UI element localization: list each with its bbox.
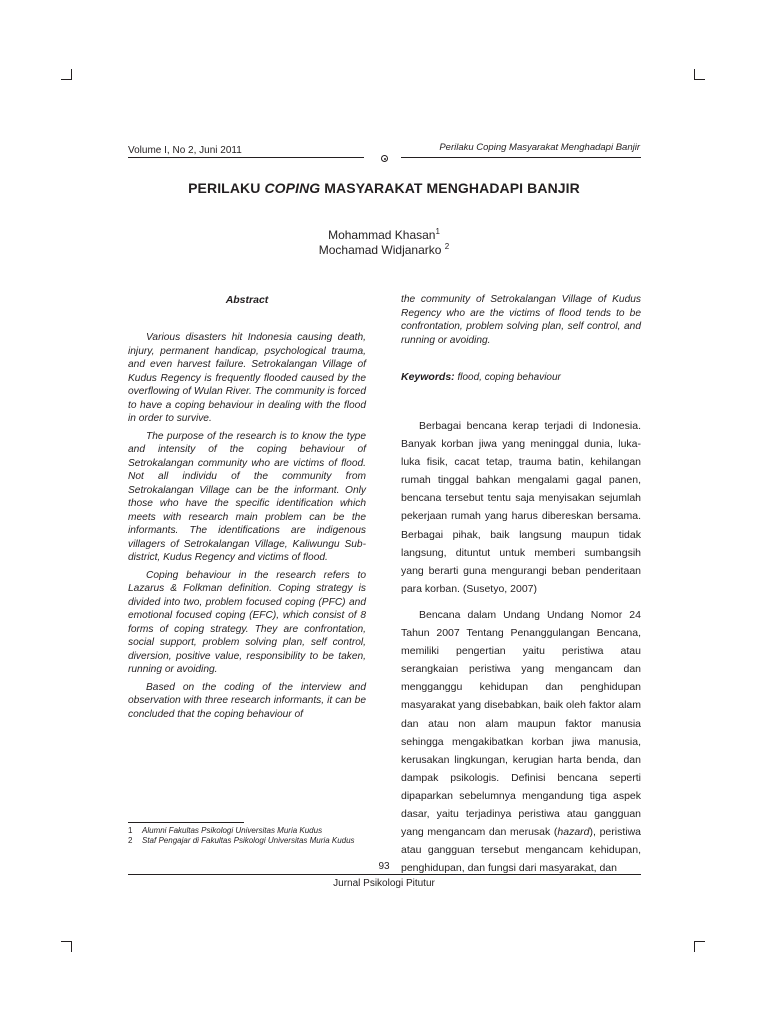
article-title: PERILAKU COPING MASYARAKAT MENGHADAPI BANJIR	[188, 180, 580, 196]
author-2: Mochamad Widjanarko $^2$	[318, 242, 450, 257]
crop-mark-top-left	[61, 69, 72, 80]
abstract-paragraph: Based on the coding of the interview and observation with three research informants, it can be concluded that the coping behaviour of	[128, 681, 366, 720]
footnote-1: 1 Alumni Fakultas Psikologi Universitas Muria Kudus	[128, 826, 323, 835]
abstract-heading: Abstract	[225, 294, 269, 306]
body-paragraph-2: Bencana dalam Undang Undang Nomor 24 Tahun 2007 Tentang Penanggulangan Bencana, memiliki pengertian yaitu peristiwa atau serangkaian peristiwa yang mengancam dan mengganggu kehidupan dan penghidupan masyarakat yang disebabkan, baik oleh faktor alam dan atau non alam maupun faktor manusia sehingga mengakibatkan korban jiwa manusia, kerusakan lingkungan, kerugian harta benda, dan dampak psikologis. Definisi bencana seperti dipaparkan sebelumnya mengandung tiga aspek dasar, yaitu terjadinya peristiwa atau gangguan yang mengancam dan merusak (hazard), peristiwa atau gangguan tersebut mengancam kehidupan, penghidupan, dan fungsi dari masyarakat, dan	[401, 608, 642, 875]
body-text	[401, 417, 641, 877]
abstract-continuation: the community of Setrokalangan Village of Kudus Regency who are the victims of flood tends to be confrontation, problem solving plan, self control, and running or avoiding.	[401, 294, 641, 346]
keywords-line: Keywords: flood, coping behaviour	[401, 371, 561, 383]
footer-rule	[128, 874, 641, 875]
header-rule-left	[128, 157, 364, 158]
header-rule-right	[401, 157, 641, 158]
page-number: 93	[378, 861, 390, 872]
crop-mark-bottom-right	[694, 941, 705, 952]
crop-mark-top-right	[694, 69, 705, 80]
header-running-title: Perilaku Coping Masyarakat Menghadapi Banjir	[439, 142, 640, 153]
abstract-paragraph: The purpose of the research is to know the type and intensity of the coping behaviour of Setrokalangan community who are victims of flood. Not all individu of the community from Setrokalangan Village can be the informant. Only those who have the specific identification which meets with research main problem can be the informants. The identifications are indigenous villagers of Setrokalangan Village, Kaliwungu Sub-district, Kudus Regency and victims of flood.	[128, 430, 366, 563]
abstract-paragraph: Coping behaviour in the research refers to Lazarus & Folkman definition. Coping strategy is divided into two, problem focused coping (PFC) and emotional focused coping (EFC), which consist of 8 forms of coping strategy. They are confrontation, social support, problem solving plan, self control, diversion, positive value, responsibility to be taken, running or avoiding.	[128, 569, 366, 675]
journal-name: Jurnal Psikologi Pitutur	[333, 878, 435, 889]
registration-target-icon	[381, 155, 388, 162]
header-volume: Volume I, No 2, Juni 2011	[128, 145, 242, 156]
footnote-2: 2 Staf Pengajar di Fakultas Psikologi Universitas Muria Kudus	[128, 836, 355, 845]
abstract-body	[128, 331, 366, 721]
body-paragraph-1: Berbagai bencana kerap terjadi di Indonesia. Banyak korban jiwa yang meninggal dunia, luka-luka fisik, cacat tetap, trauma batin, kehilangan rumah tinggal bahkan mengalami gagal panen, bencana tersebut tentu saja menyisakan sejumlah pekerjaan rumah yang harus dibereskan bersama. Berbagai pihak, baik langsung maupun tidak langsung, dituntut untuk memberi sumbangsih yang berarti guna mengurangi beban penderitaan para korban. (Susetyo, 2007)	[401, 420, 641, 595]
author-1: Mohammad Khasan$^1$	[328, 227, 440, 242]
abstract-paragraph: Various disasters hit Indonesia causing death, injury, permanent handicap, psychological trauma, and even harvest failure. Setrokalangan Village of Kudus Regency is frequently flooded caused by the overflowing of Wulan River. The community is forced to have a coping behaviour in dealing with the flood in order to survive.	[128, 332, 366, 424]
crop-mark-bottom-left	[61, 941, 72, 952]
footnote-rule	[128, 822, 244, 823]
